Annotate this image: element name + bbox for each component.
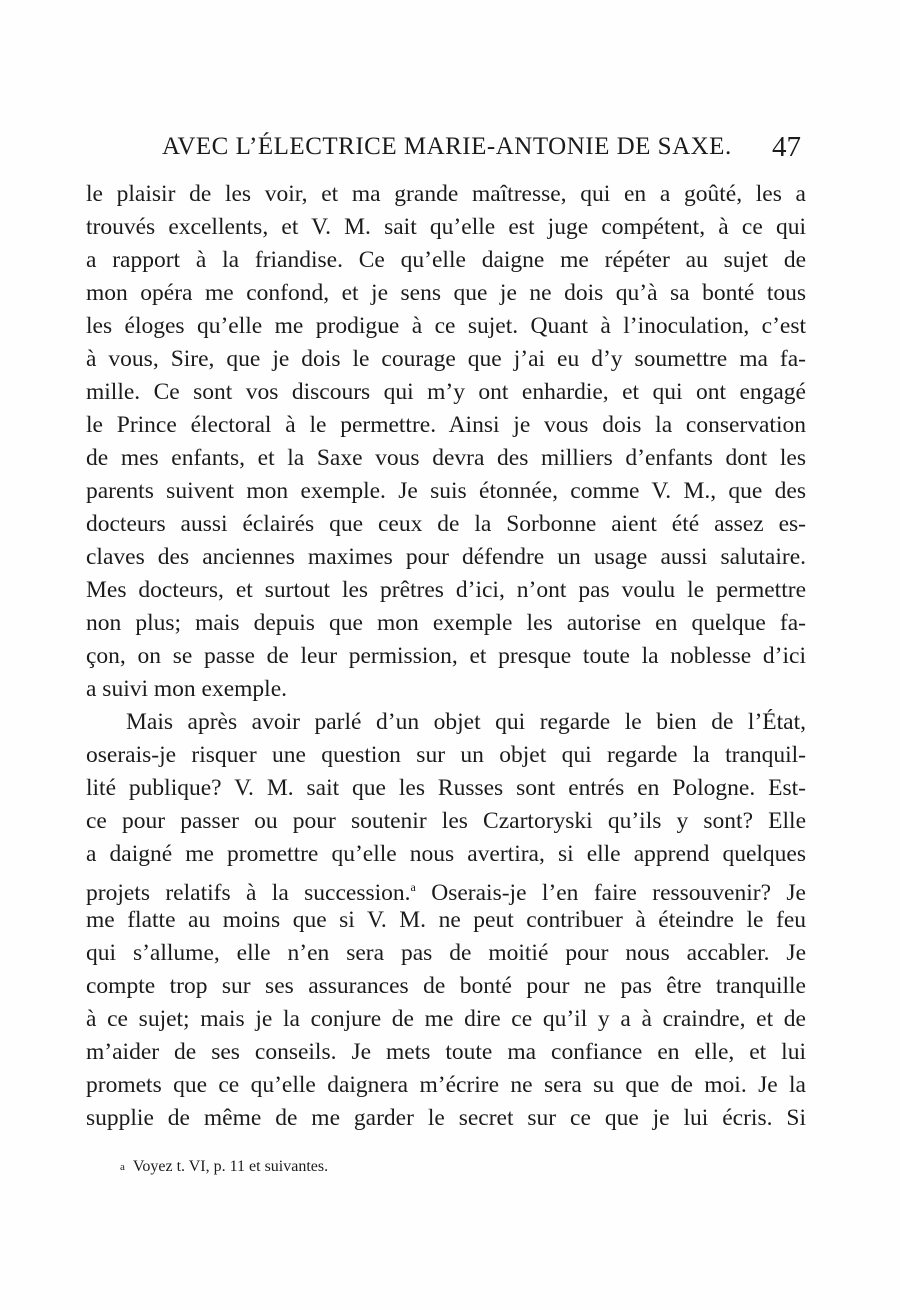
text-line: me flatte au moins que si V. M. ne peut contribuer à éteindre le feu <box>86 907 806 933</box>
footnote <box>120 1158 328 1176</box>
text-line: ce pour passer ou pour soutenir les Czartoryski qu’ils y sont? Elle <box>86 808 806 834</box>
text-line: mon opéra me confond, et je sens que je ne dois qu’à sa bonté tous <box>86 280 806 306</box>
running-header <box>0 133 900 169</box>
text-line: a suivi mon exemple. <box>86 676 288 702</box>
text-line: oserais-je risquer une question sur un objet qui regarde la tranquil- <box>86 742 806 768</box>
text-line: les éloges qu’elle me prodigue à ce sujet. Quant à l’inoculation, c’est <box>86 313 806 339</box>
text-line: mille. Ce sont vos discours qui m’y ont enhardie, et qui ont engagé <box>86 379 806 405</box>
text-line: non plus; mais depuis que mon exemple les autorise en quelque fa- <box>86 610 806 636</box>
text-line: Mais après avoir parlé d’un objet qui regarde le bien de l’État, <box>126 709 806 735</box>
text-line: claves des anciennes maximes pour défendre un usage aussi salutaire. <box>86 544 806 570</box>
footnote-marker: a <box>120 1161 125 1173</box>
footnote-text: Voyez t. VI, p. 11 et suivantes. <box>132 1158 329 1175</box>
text-line: çon, on se passe de leur permission, et presque toute la noblesse d’ici <box>86 643 806 669</box>
footnote-ref: a <box>410 880 416 894</box>
text-line: à ce sujet; mais je la conjure de me dire ce qu’il y a à craindre, et de <box>86 1006 806 1032</box>
text-line-with-note <box>86 871 806 904</box>
text-line: promets que ce qu’elle daignera m’écrire ne sera su que de moi. Je la <box>86 1072 806 1098</box>
text-line: docteurs aussi éclairés que ceux de la Sorbonne aient été assez es- <box>86 511 806 537</box>
text-line: supplie de même de me garder le secret sur ce que je lui écris. Si <box>86 1105 806 1131</box>
text-line: de mes enfants, et la Saxe vous devra des milliers d’enfants dont les <box>86 445 806 471</box>
text-line: parents suivent mon exemple. Je suis étonnée, comme V. M., que des <box>86 478 806 504</box>
text-line: a rapport à la friandise. Ce qu’elle daigne me répéter au sujet de <box>86 247 806 273</box>
text-line: m’aider de ses conseils. Je mets toute ma confiance en elle, et lui <box>86 1039 806 1065</box>
page-number: 47 <box>772 131 801 163</box>
text-segment: Oserais-je l’en faire ressouvenir? Je <box>415 879 806 906</box>
text-line: le plaisir de les voir, et ma grande maîtresse, qui en a goûté, les a <box>86 181 806 207</box>
text-line: a daigné me promettre qu’elle nous avertira, si elle apprend quelques <box>86 841 806 867</box>
running-title: AVEC L’ÉLECTRICE MARIE-ANTONIE DE SAXE. <box>162 133 732 160</box>
text-line: le Prince électoral à le permettre. Ainsi je vous dois la conservation <box>86 412 806 438</box>
text-segment: projets relatifs à la succession. <box>86 879 411 906</box>
text-line: compte trop sur ses assurances de bonté pour ne pas être tranquille <box>86 973 806 999</box>
text-line: lité publique? V. M. sait que les Russes sont entrés en Pologne. Est- <box>86 775 806 801</box>
text-line: trouvés excellents, et V. M. sait qu’elle est juge compétent, à ce qui <box>86 214 806 240</box>
body-text <box>86 178 806 1135</box>
text-line: à vous, Sire, que je dois le courage que j’ai eu d’y soumettre ma fa- <box>86 346 806 372</box>
text-line: qui s’allume, elle n’en sera pas de moitié pour nous accabler. Je <box>86 940 806 966</box>
text-line: Mes docteurs, et surtout les prêtres d’ici, n’ont pas voulu le permettre <box>86 577 806 603</box>
